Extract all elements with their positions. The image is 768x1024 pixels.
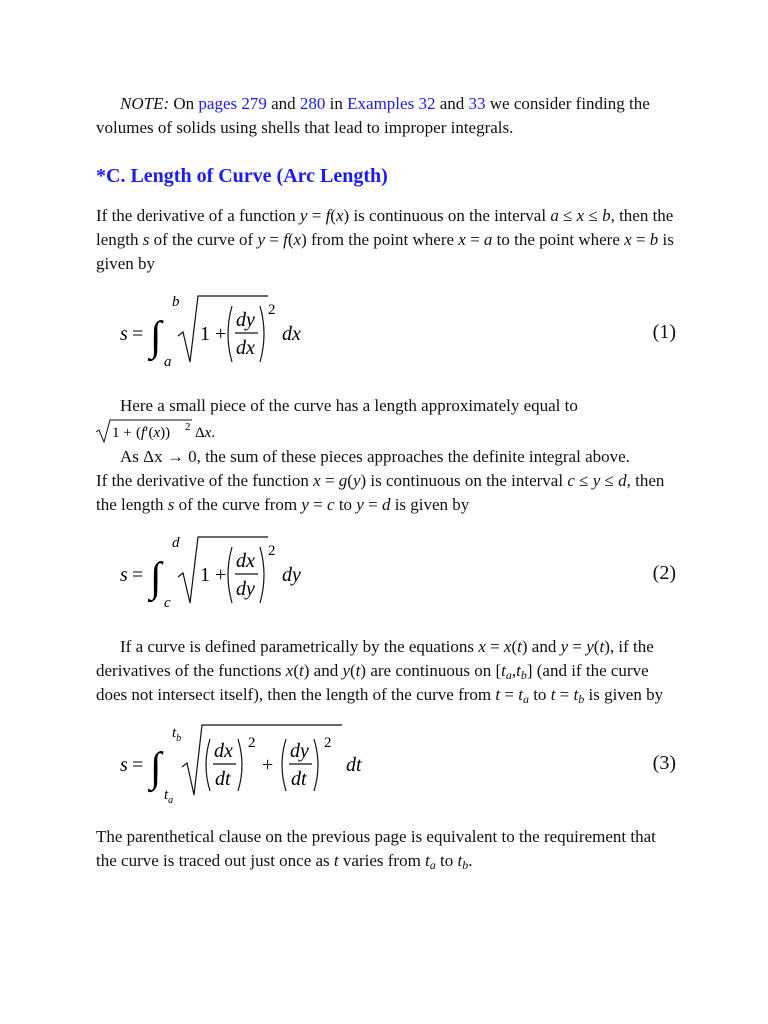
- svg-text:2: 2: [185, 421, 191, 433]
- svg-text:1 +: 1 +: [200, 564, 227, 586]
- paragraph-parametric: If a curve is defined parametrically by the equations x = x(t) and y = y(t), if the derivatives of the functions x(t) and y(t) are continuous on $[t_a,t_b]$ (and if the curve does not intersect itself), then the length of the curve from $t = t_a$ to $t = t_b$ is given by: [96, 637, 664, 706]
- note-text: On: [169, 94, 199, 113]
- note-label: NOTE:: [120, 94, 170, 113]
- note-text: and: [266, 94, 300, 113]
- link-examples-32[interactable]: Examples 32: [347, 94, 436, 113]
- svg-text:a: a: [164, 354, 172, 370]
- svg-text:2: 2: [248, 735, 256, 751]
- svg-text:b: b: [172, 294, 180, 310]
- svg-text:1 +: 1 +: [200, 323, 227, 345]
- equation-3: [96, 715, 676, 811]
- note-text: and: [435, 94, 469, 113]
- arc-length-formula-dx: [116, 284, 376, 380]
- paragraph-arc-length-intro: If the derivative of a function y = f(x) is continuous on the interval a ≤ x ≤ b, then the length s of the curve of y = f(x) from the point where x = a to the point where x = b is given by: [96, 206, 674, 273]
- small-piece-expression: [96, 418, 676, 445]
- small-piece-sqrt: [96, 418, 216, 444]
- paragraph-small-piece: Here a small piece of the curve has a length approximately equal to: [120, 396, 578, 415]
- svg-text:∫: ∫: [150, 745, 162, 791]
- link-page-280[interactable]: 280: [299, 94, 326, 113]
- svg-text:s: s: [120, 564, 128, 586]
- equation-number: (1): [652, 321, 676, 343]
- svg-text:2: 2: [268, 302, 276, 318]
- svg-text:dy: dy: [282, 564, 301, 586]
- svg-text:dy: dy: [236, 578, 255, 600]
- document-page: [96, 92, 676, 873]
- svg-text:dy: dy: [290, 740, 309, 762]
- svg-text:d: d: [172, 535, 180, 551]
- svg-text:dt: dt: [215, 768, 231, 790]
- link-example-33[interactable]: 33: [468, 94, 486, 113]
- svg-text:2: 2: [268, 543, 276, 559]
- equation-1: [96, 284, 676, 380]
- paragraph-limit: As Δx → 0, the sum of these pieces approaches the definite integral above.: [120, 447, 630, 466]
- paragraph-parenthetical: The parenthetical clause on the previous page is equivalent to the requirement that the curve is traced out just once as t varies from $t_a$ to $t_b$.: [96, 827, 656, 872]
- svg-text:dy: dy: [236, 309, 255, 331]
- svg-text:dx: dx: [282, 323, 301, 345]
- svg-text:dt: dt: [346, 754, 362, 776]
- arc-length-formula-dy: [116, 525, 376, 621]
- svg-text:=: =: [132, 323, 144, 345]
- svg-text:Δx.: Δx.: [195, 425, 216, 441]
- svg-text:∫: ∫: [150, 555, 162, 601]
- svg-text:tb: $t_b$: [172, 725, 182, 744]
- arc-length-formula-parametric: [116, 715, 416, 811]
- svg-text:s: s: [120, 754, 128, 776]
- svg-text:+: +: [262, 754, 274, 776]
- svg-text:∫: ∫: [150, 314, 162, 360]
- svg-text:2: 2: [324, 735, 332, 751]
- svg-text:dt: dt: [291, 768, 307, 790]
- svg-text:1 +: 1 +: [112, 425, 132, 441]
- note-paragraph: [96, 92, 676, 140]
- svg-text:(f′(x)): (f′(x)): [136, 425, 171, 441]
- svg-text:ta: $t_a$: [164, 787, 174, 806]
- equation-2: [96, 525, 676, 621]
- equation-number: (2): [652, 562, 676, 584]
- link-pages-279[interactable]: pages 279: [198, 94, 267, 113]
- svg-text:dx: dx: [236, 550, 255, 572]
- paragraph-dy-intro: If the derivative of the function x = g(y) is continuous on the interval c ≤ y ≤ d, then the length s of the curve from y = c to y = d is given by: [96, 471, 665, 514]
- svg-text:dx: dx: [214, 740, 233, 762]
- svg-text:c: c: [164, 595, 171, 611]
- note-text: in: [325, 94, 348, 113]
- section-heading: *C. Length of Curve (Arc Length): [96, 165, 388, 187]
- svg-text:=: =: [132, 754, 144, 776]
- equation-number: (3): [652, 752, 676, 774]
- svg-text:dx: dx: [236, 337, 255, 359]
- note-text: we consider finding the volumes of solids using shells that lead to improper integrals.: [96, 94, 650, 137]
- svg-text:=: =: [132, 564, 144, 586]
- svg-text:s: s: [120, 323, 128, 345]
